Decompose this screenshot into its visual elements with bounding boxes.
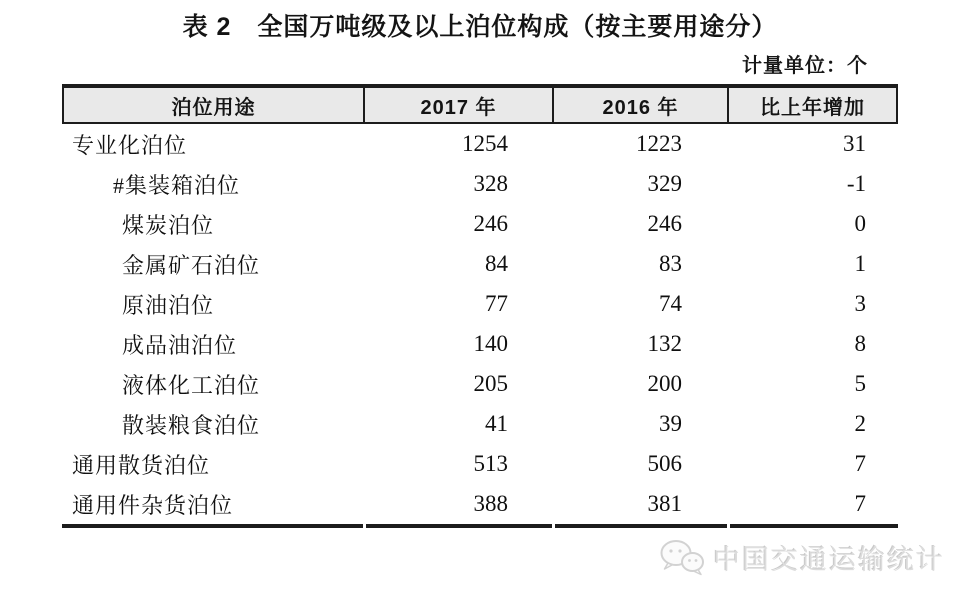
column-header-change: 比上年增加: [727, 88, 898, 122]
value-2016-cell: 506: [647, 451, 682, 476]
unit-label: 计量单位：个: [742, 55, 868, 77]
value-2017-cell: 388: [473, 491, 508, 516]
berth-purpose-cell: 通用散货泊位: [72, 452, 211, 478]
column-header-2017: 2017 年: [363, 88, 552, 122]
watermark-text: 中国交通运输统计: [713, 545, 945, 575]
value-2016-cell: 246: [647, 211, 682, 236]
value-2017-cell: 77: [485, 291, 508, 316]
column-header-berth-purpose: 泊位用途: [62, 88, 363, 122]
berth-purpose-cell: 液体化工泊位: [122, 372, 261, 398]
table-header-row: [62, 84, 898, 124]
table-row: [62, 204, 898, 244]
value-2016-cell: 39: [659, 411, 682, 436]
berth-purpose-cell: 专业化泊位: [72, 132, 188, 158]
value-2017-cell: 205: [473, 371, 508, 396]
berth-purpose-cell: 煤炭泊位: [122, 212, 215, 238]
change-cell: 0: [854, 211, 866, 236]
table-row: [62, 444, 898, 484]
value-2017-cell: 328: [473, 171, 508, 196]
berth-table: [62, 84, 898, 528]
berth-purpose-cell: 成品油泊位: [122, 332, 238, 358]
change-cell: 31: [843, 131, 866, 156]
value-2017-cell: 513: [473, 451, 508, 476]
berth-purpose-cell: 原油泊位: [122, 292, 215, 318]
berth-purpose-cell: 金属矿石泊位: [122, 252, 261, 278]
value-2016-cell: 381: [647, 491, 682, 516]
value-2016-cell: 200: [647, 371, 682, 396]
value-2016-cell: 83: [659, 251, 682, 276]
value-2017-cell: 246: [473, 211, 508, 236]
table-row: [62, 244, 898, 284]
table-body: [62, 124, 898, 524]
value-2016-cell: 132: [647, 331, 682, 356]
change-cell: 7: [854, 451, 866, 476]
value-2016-cell: 329: [647, 171, 682, 196]
table-row: [62, 404, 898, 444]
value-2016-cell: 74: [659, 291, 682, 316]
value-2017-cell: 140: [473, 331, 508, 356]
bottom-border-segment: [727, 524, 898, 528]
table-title: 表 2 全国万吨级及以上泊位构成（按主要用途分）: [182, 13, 778, 41]
bottom-border-segment: [363, 524, 552, 528]
berth-purpose-cell: 通用件杂货泊位: [72, 492, 234, 518]
table-row: [62, 164, 898, 204]
berth-purpose-cell: #集装箱泊位: [113, 172, 241, 198]
bottom-border-segment: [62, 524, 363, 528]
berth-purpose-cell: 散装粮食泊位: [122, 412, 261, 438]
value-2017-cell: 41: [485, 411, 508, 436]
change-cell: 2: [854, 411, 866, 436]
table-row: [62, 284, 898, 324]
change-cell: 3: [854, 291, 866, 316]
value-2017-cell: 84: [485, 251, 508, 276]
change-cell: -1: [846, 171, 866, 196]
column-header-2016: 2016 年: [552, 88, 727, 122]
value-2016-cell: 1223: [636, 131, 682, 156]
table-row: [62, 324, 898, 364]
change-cell: 8: [854, 331, 866, 356]
value-2017-cell: 1254: [462, 131, 508, 156]
change-cell: 5: [854, 371, 866, 396]
table-row: [62, 364, 898, 404]
table-bottom-border: [62, 524, 898, 528]
change-cell: 1: [854, 251, 866, 276]
footer-watermark: [659, 538, 945, 577]
bottom-border-segment: [552, 524, 727, 528]
change-cell: 7: [854, 491, 866, 516]
table-row: [62, 484, 898, 524]
wechat-logo-icon: [659, 539, 705, 577]
table-row: [62, 124, 898, 164]
